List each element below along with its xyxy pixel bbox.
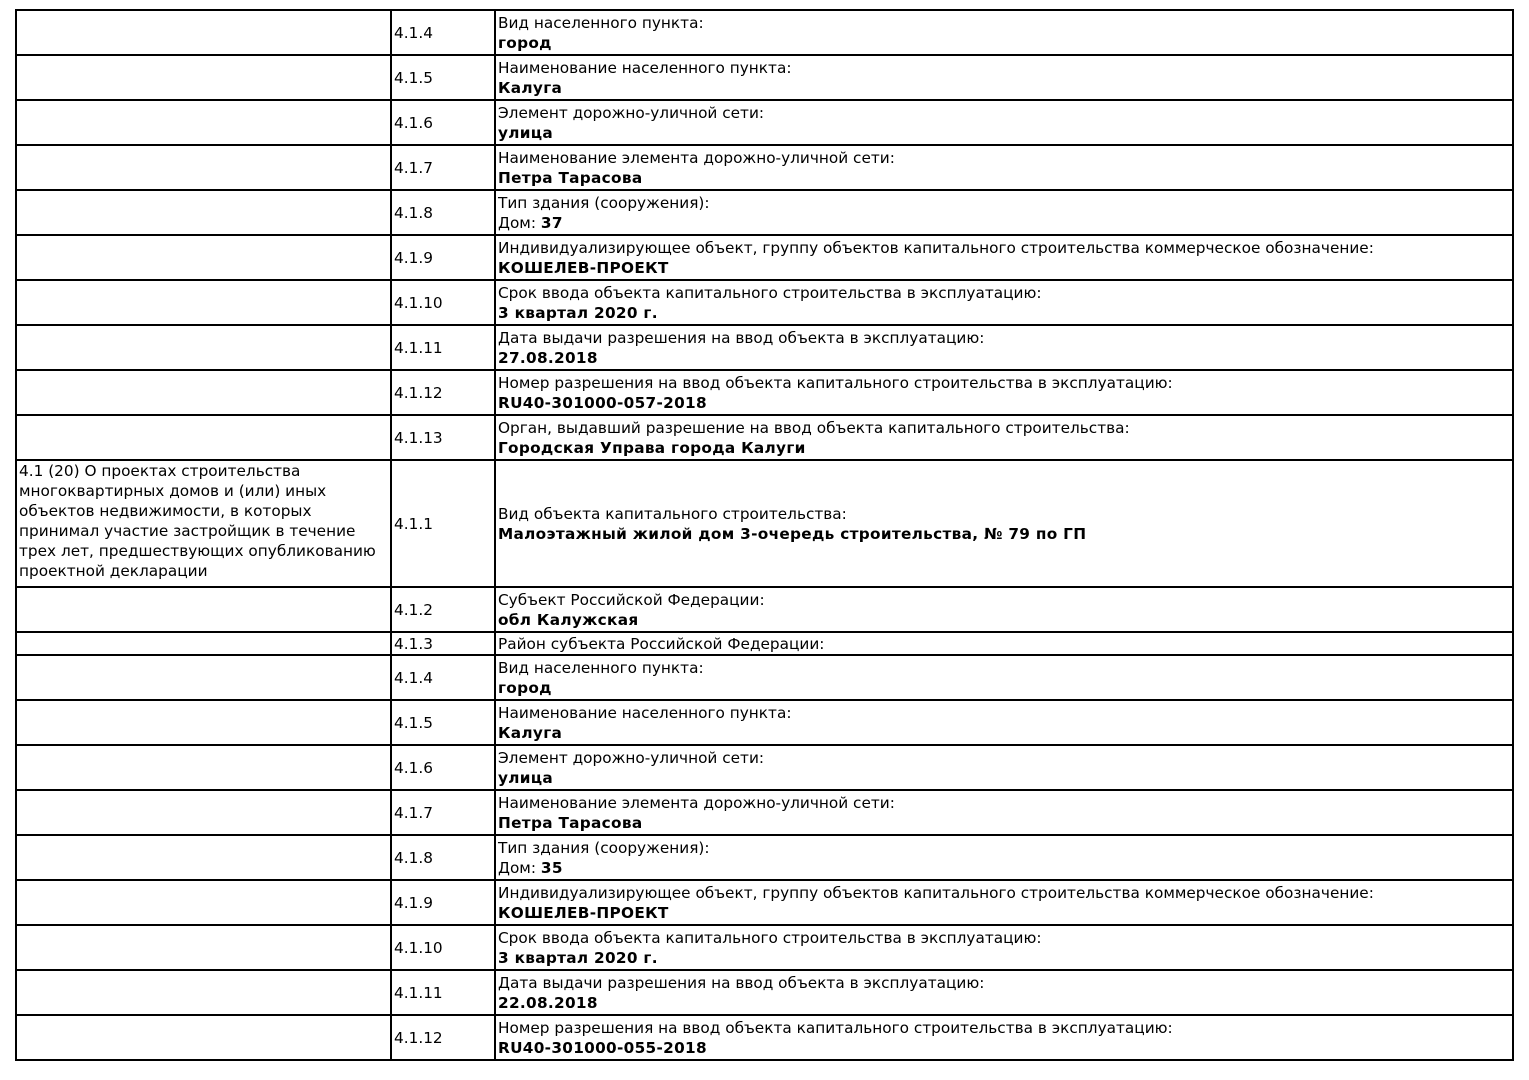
item-value: город [498, 33, 552, 52]
table-row [16, 370, 1513, 415]
table-row [16, 10, 1513, 55]
item-number-cell [391, 632, 495, 655]
item-number: 4.1.9 [394, 248, 433, 267]
item-value: Малоэтажный жилой дом 3-очередь строительства, № 79 по ГП [498, 524, 1087, 543]
table-row [16, 700, 1513, 745]
section-cell [16, 460, 391, 587]
item-value-line [498, 858, 1512, 878]
item-value: КОШЕЛЕВ-ПРОЕКТ [498, 258, 669, 277]
item-value: RU40-301000-057-2018 [498, 393, 707, 412]
item-number: 4.1.12 [394, 383, 443, 402]
item-number-cell [391, 925, 495, 970]
item-number: 4.1.5 [394, 68, 433, 87]
item-number-cell [391, 745, 495, 790]
section-title-line: трех лет, предшествующих опубликованию [19, 542, 376, 560]
item-number-cell [391, 235, 495, 280]
item-number: 4.1.11 [394, 983, 443, 1002]
item-number-cell [391, 55, 495, 100]
item-number: 4.1.10 [394, 938, 443, 957]
item-value-line [498, 348, 1512, 368]
item-number: 4.1.10 [394, 293, 443, 312]
section-cell [16, 235, 391, 280]
item-label: Орган, выдавший разрешение на ввод объекта капитального строительства: [498, 418, 1130, 437]
table-row [16, 655, 1513, 700]
item-number-cell [391, 700, 495, 745]
item-content-cell [495, 280, 1513, 325]
section-cell [16, 632, 391, 655]
item-label: Дата выдачи разрешения на ввод объекта в эксплуатацию: [498, 973, 985, 992]
table-row [16, 145, 1513, 190]
section-cell [16, 325, 391, 370]
item-value: 22.08.2018 [498, 993, 598, 1012]
item-label: Срок ввода объекта капитального строительства в эксплуатацию: [498, 283, 1042, 302]
section-cell [16, 145, 391, 190]
item-value-line [498, 393, 1512, 413]
item-number: 4.1.4 [394, 23, 433, 42]
item-number-cell [391, 587, 495, 632]
item-number: 4.1.7 [394, 158, 433, 177]
item-value-line [498, 213, 1512, 233]
item-number-cell [391, 100, 495, 145]
item-content-cell [495, 970, 1513, 1015]
item-number: 4.1.8 [394, 203, 433, 222]
table-row [16, 970, 1513, 1015]
item-value-line [498, 723, 1512, 743]
section-cell [16, 587, 391, 632]
item-content-cell [495, 700, 1513, 745]
section-cell [16, 10, 391, 55]
section-cell [16, 190, 391, 235]
item-content-cell [495, 745, 1513, 790]
section-cell [16, 370, 391, 415]
item-value: обл Калужская [498, 610, 639, 629]
item-label: Субъект Российской Федерации: [498, 590, 765, 609]
item-label: Индивидуализирующее объект, группу объектов капитального строительства коммерческое обозначение: [498, 238, 1374, 257]
section-title-line: проектной декларации [19, 562, 208, 580]
item-number-cell [391, 145, 495, 190]
item-value-line [498, 813, 1512, 833]
table-row [16, 925, 1513, 970]
section-cell [16, 415, 391, 460]
item-value-line [498, 768, 1512, 788]
section-cell [16, 280, 391, 325]
item-number: 4.1.13 [394, 428, 443, 447]
item-value: Петра Тарасова [498, 813, 643, 832]
section-cell [16, 790, 391, 835]
table-row [16, 835, 1513, 880]
section-cell [16, 55, 391, 100]
table-body [16, 10, 1513, 1060]
item-label: Вид объекта капитального строительства: [498, 504, 847, 523]
item-value-line [498, 948, 1512, 968]
item-content-cell [495, 835, 1513, 880]
item-number: 4.1.2 [394, 600, 433, 619]
table-row [16, 880, 1513, 925]
item-number: 4.1.11 [394, 338, 443, 357]
item-label: Район субъекта Российской Федерации: [498, 634, 825, 653]
item-number-cell [391, 460, 495, 587]
item-value-prefix: Дом: [498, 858, 541, 877]
item-label: Наименование населенного пункта: [498, 58, 792, 77]
item-value-line [498, 258, 1512, 278]
item-value-line [498, 903, 1512, 923]
item-label: Наименование элемента дорожно-уличной сети: [498, 148, 895, 167]
item-number-cell [391, 1015, 495, 1060]
item-label: Элемент дорожно-уличной сети: [498, 748, 765, 767]
item-value-line [498, 123, 1512, 143]
item-content-cell [495, 925, 1513, 970]
item-label: Вид населенного пункта: [498, 658, 704, 677]
section-cell [16, 100, 391, 145]
item-label: Наименование элемента дорожно-уличной сети: [498, 793, 895, 812]
table-row [16, 100, 1513, 145]
item-value-line [498, 78, 1512, 98]
section-title-line: принимал участие застройщик в течение [19, 522, 356, 540]
item-content-cell [495, 190, 1513, 235]
item-number: 4.1.6 [394, 758, 433, 777]
item-content-cell [495, 587, 1513, 632]
section-title-line: многоквартирных домов и (или) иных [19, 482, 327, 500]
item-number-cell [391, 10, 495, 55]
item-number-cell [391, 415, 495, 460]
item-value-line [498, 524, 1512, 544]
item-number-cell [391, 280, 495, 325]
item-label: Номер разрешения на ввод объекта капитального строительства в эксплуатацию: [498, 1018, 1173, 1037]
item-value: RU40-301000-055-2018 [498, 1038, 707, 1057]
item-value: Калуга [498, 78, 563, 97]
item-content-cell [495, 100, 1513, 145]
item-value-line [498, 1038, 1512, 1058]
item-value-prefix: Дом: [498, 213, 541, 232]
section-cell [16, 700, 391, 745]
section-cell [16, 880, 391, 925]
item-value: 27.08.2018 [498, 348, 598, 367]
item-label: Элемент дорожно-уличной сети: [498, 103, 765, 122]
item-number: 4.1.8 [394, 848, 433, 867]
item-content-cell [495, 145, 1513, 190]
table-row [16, 325, 1513, 370]
item-content-cell [495, 415, 1513, 460]
section-title-line: 4.1 (20) О проектах строительства [19, 462, 301, 480]
section-title-line: объектов недвижимости, в которых [19, 502, 312, 520]
item-value: Калуга [498, 723, 563, 742]
table-row [16, 235, 1513, 280]
item-value: Городская Управа города Калуги [498, 438, 806, 457]
item-number: 4.1.5 [394, 713, 433, 732]
item-number-cell [391, 835, 495, 880]
item-value: улица [498, 123, 554, 142]
item-content-cell [495, 235, 1513, 280]
item-value-line [498, 993, 1512, 1013]
item-number: 4.1.12 [394, 1028, 443, 1047]
item-content-cell [495, 325, 1513, 370]
item-number-cell [391, 370, 495, 415]
item-label: Вид населенного пункта: [498, 13, 704, 32]
section-cell [16, 970, 391, 1015]
item-number: 4.1.3 [394, 634, 433, 653]
item-number: 4.1.7 [394, 803, 433, 822]
item-number-cell [391, 190, 495, 235]
item-value: 37 [540, 213, 563, 232]
item-content-cell [495, 10, 1513, 55]
item-value: Петра Тарасова [498, 168, 643, 187]
item-content-cell [495, 55, 1513, 100]
item-value-line [498, 303, 1512, 323]
item-value: 35 [540, 858, 563, 877]
item-value-line [498, 33, 1512, 53]
item-value: улица [498, 768, 554, 787]
item-number: 4.1.6 [394, 113, 433, 132]
section-cell [16, 655, 391, 700]
item-value-line [498, 678, 1512, 698]
item-number-cell [391, 970, 495, 1015]
item-content-cell [495, 370, 1513, 415]
item-number-cell [391, 325, 495, 370]
item-number-cell [391, 880, 495, 925]
item-value: КОШЕЛЕВ-ПРОЕКТ [498, 903, 669, 922]
table-row [16, 280, 1513, 325]
table-row [16, 587, 1513, 632]
item-label: Дата выдачи разрешения на ввод объекта в эксплуатацию: [498, 328, 985, 347]
item-label: Тип здания (сооружения): [498, 193, 710, 212]
item-number-cell [391, 655, 495, 700]
item-label: Наименование населенного пункта: [498, 703, 792, 722]
table-row [16, 790, 1513, 835]
item-content-cell [495, 880, 1513, 925]
table-row [16, 55, 1513, 100]
item-content-cell [495, 1015, 1513, 1060]
item-number: 4.1.4 [394, 668, 433, 687]
item-value-line [498, 168, 1512, 188]
item-number-cell [391, 790, 495, 835]
table-row [16, 460, 1513, 587]
table-row [16, 1015, 1513, 1060]
section-cell [16, 1015, 391, 1060]
table-row [16, 632, 1513, 655]
item-content-cell [495, 632, 1513, 655]
item-content-cell [495, 460, 1513, 587]
item-number: 4.1.9 [394, 893, 433, 912]
table-row [16, 415, 1513, 460]
item-content-cell [495, 790, 1513, 835]
table-row [16, 745, 1513, 790]
item-label: Срок ввода объекта капитального строительства в эксплуатацию: [498, 928, 1042, 947]
item-number: 4.1.1 [394, 514, 433, 533]
item-value: 3 квартал 2020 г. [498, 948, 658, 967]
section-cell [16, 745, 391, 790]
item-value-line [498, 610, 1512, 630]
table-row [16, 190, 1513, 235]
item-value: 3 квартал 2020 г. [498, 303, 658, 322]
item-label: Индивидуализирующее объект, группу объектов капитального строительства коммерческое обозначение: [498, 883, 1374, 902]
item-value: город [498, 678, 552, 697]
item-label: Номер разрешения на ввод объекта капитального строительства в эксплуатацию: [498, 373, 1173, 392]
item-value-line [498, 438, 1512, 458]
section-cell [16, 835, 391, 880]
item-label: Тип здания (сооружения): [498, 838, 710, 857]
section-cell [16, 925, 391, 970]
project-declaration-table [15, 9, 1514, 1061]
item-content-cell [495, 655, 1513, 700]
